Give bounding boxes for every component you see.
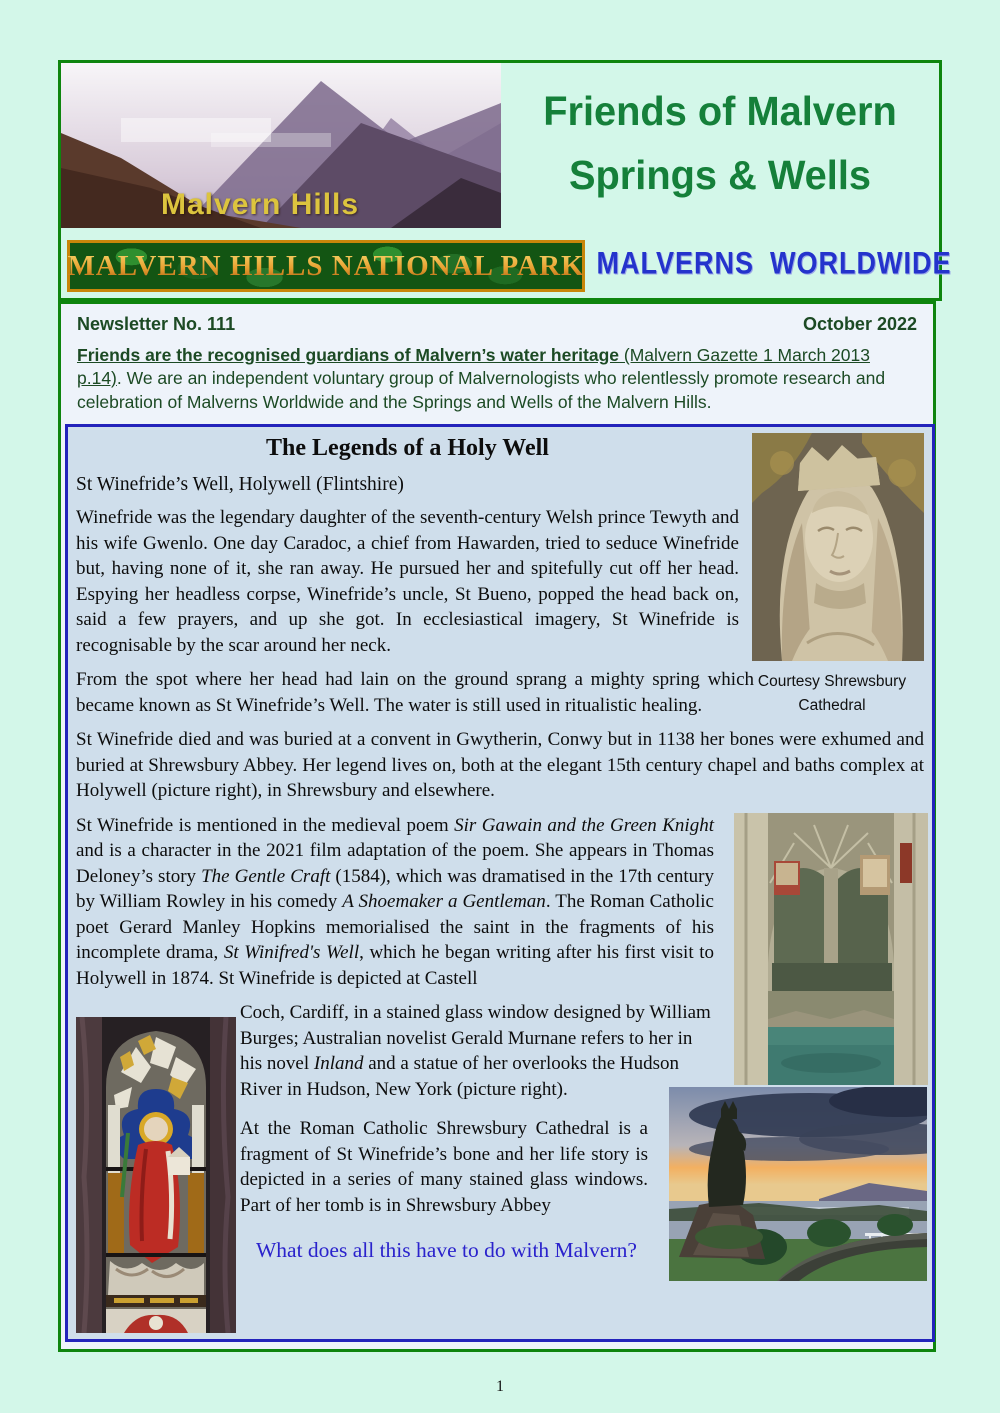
article-subtitle: St Winefride’s Well, Holywell (Flintshire) <box>76 474 404 495</box>
hudson-statue-photo <box>669 1087 927 1281</box>
paragraph-legend: Winefride was the legendary daughter of the seventh-century Welsh prince Tewyth and his wife Gwenlo. One day Caradoc, a chief from Hawarden, tried to seduce Winefride but, having none of it, she ran away. He pursued her and spitefully cut off her head. Espying her headless corpse, Winefride’s uncle, St Bueno, popped the head back on, said a few prayers, and up she got. In ecclesiastical imagery, St Winefride is recognisable by the scar around her neck. <box>76 507 739 656</box>
statue-caption-line1: Courtesy Shrewsbury <box>757 673 907 690</box>
article-title: The Legends of a Holy Well <box>266 435 549 461</box>
malverns-worldwide-logo-left: MALVERNS <box>596 245 755 280</box>
malverns-worldwide-logo-right: WORLDWIDE <box>770 245 952 280</box>
paragraph-literature-b: Coch, Cardiff, in a stained glass window designed by William Burges; Australian novelist Gerald Murnane refers to her in his novel Inland and a statue of her overlooks the Hudson River in Hudson, New York (picture right). <box>240 1002 711 1100</box>
national-park-banner-text: MALVERN HILLS NATIONAL PARK <box>67 249 585 282</box>
national-park-banner <box>67 240 585 292</box>
newsletter-info-row <box>61 304 933 335</box>
stained-glass-photo <box>76 1017 236 1333</box>
newsletter-number: Newsletter No. 111 <box>77 314 236 334</box>
header <box>58 60 952 301</box>
newsletter-intro: Friends are the recognised guardians of Malvern’s water heritage (Malvern Gazette 1 March 2013 p.14). We are an independent voluntary group of Malvernologists who relentlessly promote research and celebration of Malverns Worldwide and the Springs and Wells of the Malvern Hills. <box>77 345 886 412</box>
malvern-hills-photo-label: Malvern Hills <box>161 188 360 221</box>
paragraph-literature-a: St Winefride is mentioned in the medieval poem Sir Gawain and the Green Knight and is a character in the 2021 film adaptation of the poem. She appears in Thomas Deloney’s story The Gentle Craft (1584), which was dramatised in the 17th century by William Rowley in his comedy A Shoemaker a Gentleman. The Roman Catholic poet Gerard Manley Hopkins memorialised the saint in the fragments of his incomplete drama, St Winifred's Well, which he began writing after his first visit to Holywell in 1874. St Winefride is depicted at Castell <box>76 814 714 989</box>
holywell-well-photo <box>734 813 928 1085</box>
hudson-statue-art <box>669 1087 927 1281</box>
closing-question: What does all this have to do with Malvern? <box>256 1238 637 1262</box>
newsletter-body <box>58 301 936 1352</box>
holywell-well-art <box>734 813 928 1085</box>
page-number: 1 <box>496 1378 504 1395</box>
page-title-line1: Friends of Malvern <box>543 88 897 134</box>
stained-glass-art <box>76 1017 236 1333</box>
malverns-worldwide-logo <box>596 231 952 295</box>
article-box <box>65 424 935 1342</box>
newsletter-date: October 2022 <box>802 314 917 334</box>
paragraph-cathedral: At the Roman Catholic Shrewsbury Cathedral is a fragment of St Winefride’s bone and her life story is depicted in a series of many stained glass windows. Part of her tomb is in Shrewsbury Abbey <box>240 1118 648 1216</box>
page-title-line2: Springs & Wells <box>568 152 872 198</box>
paragraph-spring: From the spot where her head had lain on the ground sprang a mighty spring which became known as St Winefride’s Well. The water is still used in ritualistic healing. <box>76 669 754 716</box>
winefride-statue-art <box>752 433 924 661</box>
statue-caption <box>734 670 930 718</box>
statue-caption-line2: Cathedral <box>798 697 866 715</box>
paragraph-burial: St Winefride died and was buried at a convent in Gwytherin, Conwy but in 1138 her bones were exhumed and buried at Shrewsbury Abbey. Her legend lives on, both at the elegant 15th century chapel and baths complex at Holywell (picture right), in Shrewsbury and elsewhere. <box>76 729 924 801</box>
page-title <box>508 79 933 207</box>
malvern-hills-photo <box>61 63 501 228</box>
winefride-statue-photo <box>752 433 924 661</box>
